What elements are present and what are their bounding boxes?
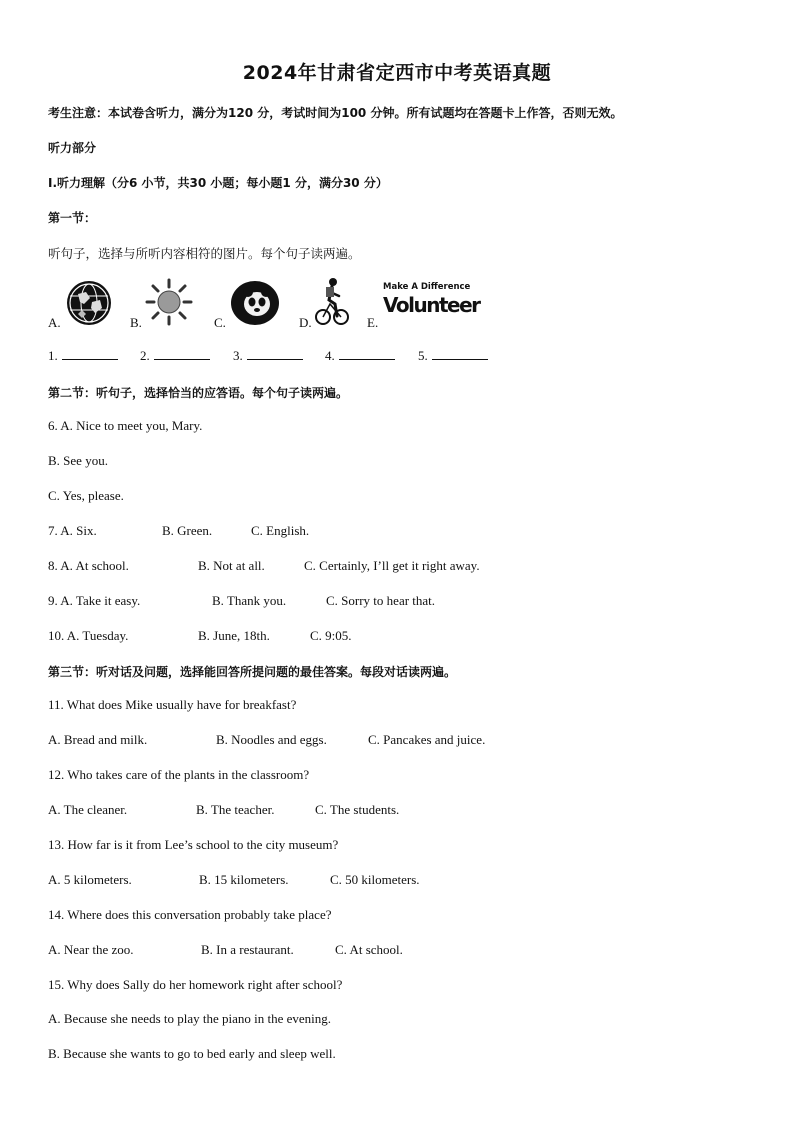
q7-option-a: 7. A. Six. bbox=[48, 523, 97, 538]
answer-blank-5[interactable] bbox=[418, 348, 488, 364]
answer-blank-number: 1. bbox=[48, 348, 58, 363]
panda-icon bbox=[230, 280, 280, 326]
q14-option-b: B. In a restaurant. bbox=[201, 942, 294, 957]
section3-instruction: 第三节：听对话及问题，选择能回答所提问题的最佳答案。每段对话读两遍。 bbox=[48, 665, 457, 679]
q13-option-b: B. 15 kilometers. bbox=[199, 872, 289, 887]
q10-option-c: C. 9:05. bbox=[310, 628, 352, 643]
q12-question: 12. Who takes care of the plants in the classroom? bbox=[48, 767, 310, 782]
q7-option-c: C. English. bbox=[251, 523, 310, 538]
picture-c-label: C. bbox=[214, 315, 226, 330]
volunteer-logo-tagline: Make A Difference bbox=[383, 282, 471, 292]
q10-option-b: B. June, 18th. bbox=[198, 628, 270, 643]
answer-blank-number: 4. bbox=[325, 348, 335, 363]
q9-option-c: C. Sorry to hear that. bbox=[326, 593, 436, 608]
picture-b-label: B. bbox=[130, 315, 142, 330]
q15-option-b: B. Because she wants to go to bed early and sleep well. bbox=[48, 1046, 336, 1061]
cyclist-icon bbox=[315, 276, 349, 326]
q11-option-c: C. Pancakes and juice. bbox=[368, 732, 486, 747]
exam-notice: 考生注意：本试卷含听力，满分为120 分，考试时间为100 分钟。所有试题均在答题卡上作答，否则无效。 bbox=[48, 106, 623, 120]
answer-blank-number: 3. bbox=[233, 348, 243, 363]
q9-option-a: 9. A. Take it easy. bbox=[48, 593, 141, 608]
q7-option-b: B. Green. bbox=[162, 523, 213, 538]
q13-option-c: C. 50 kilometers. bbox=[330, 872, 420, 887]
q13-question: 13. How far is it from Lee’s school to the city museum? bbox=[48, 837, 339, 852]
q8-option-b: B. Not at all. bbox=[198, 558, 265, 573]
picture-d-label: D. bbox=[299, 315, 312, 330]
q12-option-b: B. The teacher. bbox=[196, 802, 275, 817]
answer-blank-2[interactable] bbox=[140, 348, 210, 364]
picture-a-label: A. bbox=[48, 315, 61, 330]
q6-option-c: C. Yes, please. bbox=[48, 488, 124, 503]
answer-blank-4[interactable] bbox=[325, 348, 395, 364]
q15-question: 15. Why does Sally do her homework right after school? bbox=[48, 977, 343, 992]
volunteer-logo-word: Volunteer bbox=[383, 293, 480, 317]
q6-option-a: 6. A. Nice to meet you, Mary. bbox=[48, 418, 203, 433]
q6-option-b: B. See you. bbox=[48, 453, 108, 468]
answer-blank-number: 2. bbox=[140, 348, 150, 363]
q9-option-b: B. Thank you. bbox=[212, 593, 287, 608]
q11-option-a: A. Bread and milk. bbox=[48, 732, 148, 747]
q8-option-a: 8. A. At school. bbox=[48, 558, 129, 573]
q15-option-a: A. Because she needs to play the piano in the evening. bbox=[48, 1011, 332, 1026]
section1-label: 第一节： bbox=[48, 211, 97, 225]
picture-e-label: E. bbox=[367, 315, 379, 330]
page-title: 2024年甘肃省定西市中考英语真题 bbox=[242, 62, 552, 84]
q14-option-c: C. At school. bbox=[335, 942, 403, 957]
answer-blank-number: 5. bbox=[418, 348, 428, 363]
answer-blank-3[interactable] bbox=[233, 348, 303, 364]
q11-option-b: B. Noodles and eggs. bbox=[216, 732, 327, 747]
q8-option-c: C. Certainly, I’ll get it right away. bbox=[304, 558, 480, 573]
q11-question: 11. What does Mike usually have for breakfast? bbox=[48, 697, 297, 712]
section2-instruction: 第二节：听句子，选择恰当的应答语。每个句子读两遍。 bbox=[48, 386, 349, 400]
volunteer-logo bbox=[383, 282, 480, 324]
q14-question: 14. Where does this conversation probably take place? bbox=[48, 907, 332, 922]
part1-heading: Ⅰ.听力理解（分6 小节，共30 小题；每小题1 分，满分30 分） bbox=[48, 176, 388, 190]
sun-icon bbox=[145, 278, 193, 326]
q13-option-a: A. 5 kilometers. bbox=[48, 872, 132, 887]
section1-instruction: 听句子，选择与所听内容相符的图片。每个句子读两遍。 bbox=[48, 246, 361, 261]
q12-option-c: C. The students. bbox=[315, 802, 400, 817]
listening-heading: 听力部分 bbox=[48, 141, 97, 155]
globe-icon bbox=[64, 280, 114, 326]
q14-option-a: A. Near the zoo. bbox=[48, 942, 134, 957]
answer-blank-1[interactable] bbox=[48, 348, 118, 364]
q10-option-a: 10. A. Tuesday. bbox=[48, 628, 129, 643]
q12-option-a: A. The cleaner. bbox=[48, 802, 128, 817]
